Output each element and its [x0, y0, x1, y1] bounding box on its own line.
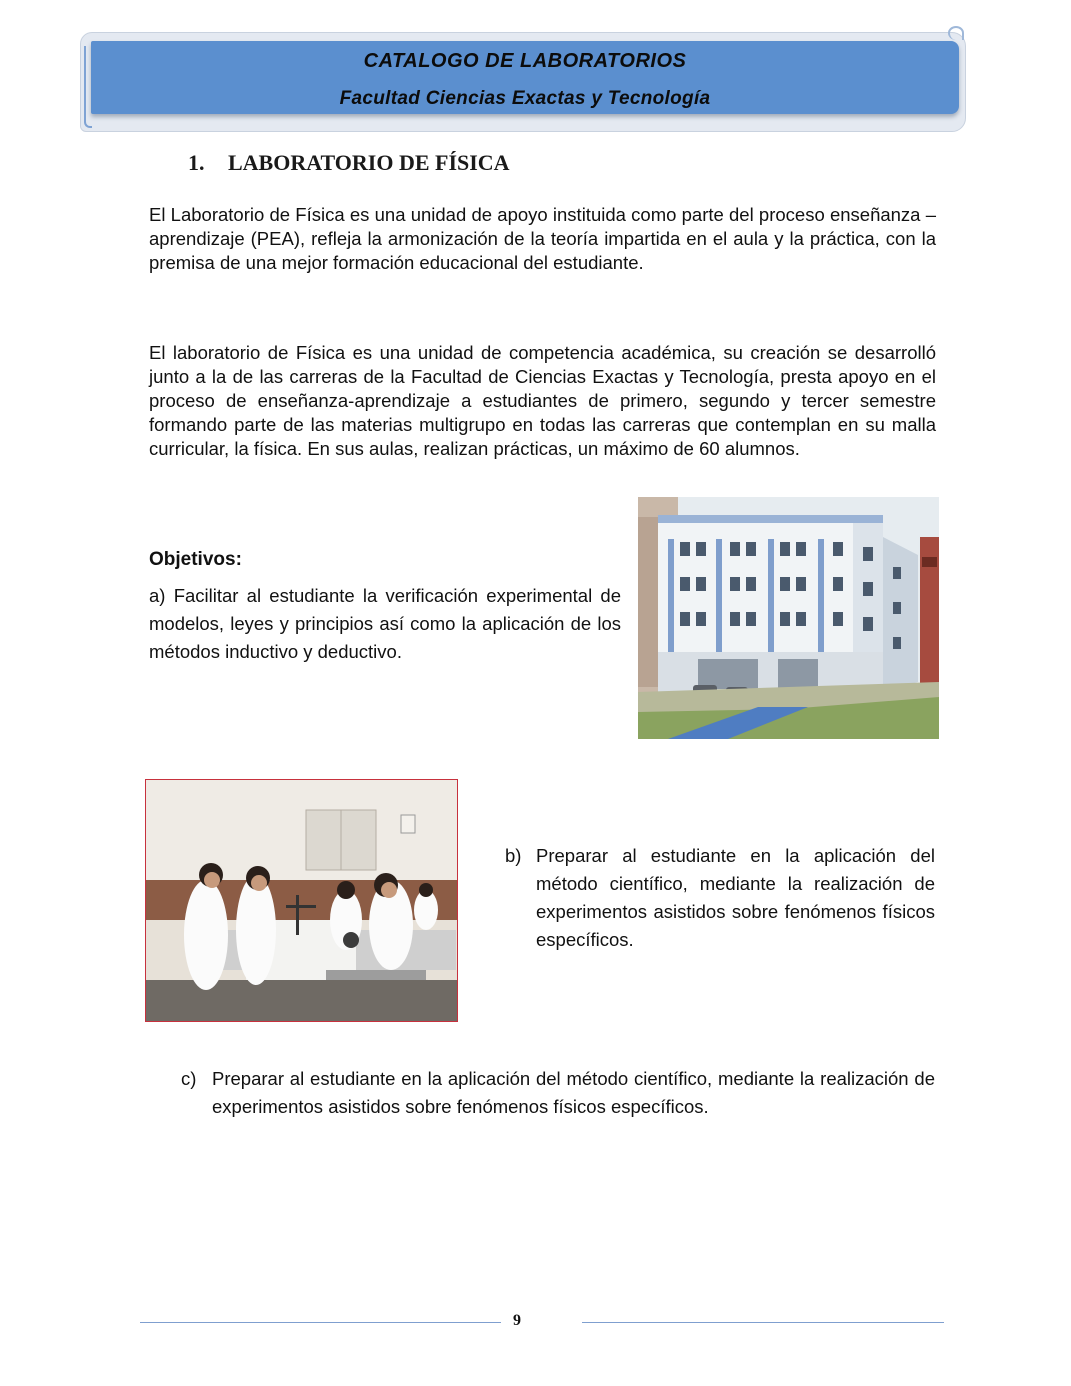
objective-c-text: Preparar al estudiante en la aplicación del método científico, mediante la realización de experimentos asistidos sobre fenómenos físicos específicos. — [212, 1068, 935, 1117]
footer-rule-left — [140, 1322, 501, 1323]
objective-a — [149, 582, 621, 666]
lab-photo — [145, 779, 458, 1022]
section-title: LABORATORIO DE FÍSICA — [228, 150, 510, 175]
banner-curl-decoration — [948, 26, 964, 40]
header-subtitle: Facultad Ciencias Exactas y Tecnología — [339, 88, 711, 109]
intro-paragraph: El Laboratorio de Física es una unidad de apoyo instituida como parte del proceso enseñanza – aprendizaje (PEA), refleja la armonización de la teoría impartida en el aula y la práctica, con la premisa de una mejor formación educacional del estudiante. — [149, 204, 936, 273]
building-photo — [638, 497, 939, 739]
objective-b — [505, 842, 935, 954]
section-heading — [188, 150, 510, 176]
header-banner — [91, 41, 959, 114]
objectives-title: Objetivos: — [149, 549, 242, 570]
header-title: CATALOGO DE LABORATORIOS — [363, 50, 687, 72]
building-illustration — [638, 497, 939, 739]
section-number: 1. — [188, 150, 205, 175]
footer-rule-right — [582, 1322, 944, 1323]
page-number: 9 — [513, 1312, 521, 1329]
description-paragraph: El laboratorio de Física es una unidad de competencia académica, su creación se desarrolló junto a la de las carreras de la Facultad de Ciencias Exactas y Tecnología, presta apoyo en el proceso de enseñanza-aprendizaje a estudiantes de primero, segundo y tercer semestre formando parte de las materias multigrupo en todas las carreras que contemplan en su malla curricular, la física. En sus aulas, realizan prácticas, un máximo de 60 alumnos. — [149, 342, 936, 459]
objective-c — [181, 1065, 935, 1121]
lab-illustration — [146, 780, 457, 1021]
objective-c-marker: c) — [181, 1068, 197, 1089]
objective-a-text: Facilitar al estudiante la verificación experimental de modelos, leyes y principios así como la aplicación de los métodos inductivo y deductivo. — [149, 585, 621, 662]
objective-b-marker: b) — [505, 845, 522, 866]
objective-b-text: Preparar al estudiante en la aplicación del método científico, mediante la realización de experimentos asistidos sobre fenómenos físicos específicos. — [536, 845, 935, 950]
objective-a-marker: a) — [149, 585, 166, 606]
